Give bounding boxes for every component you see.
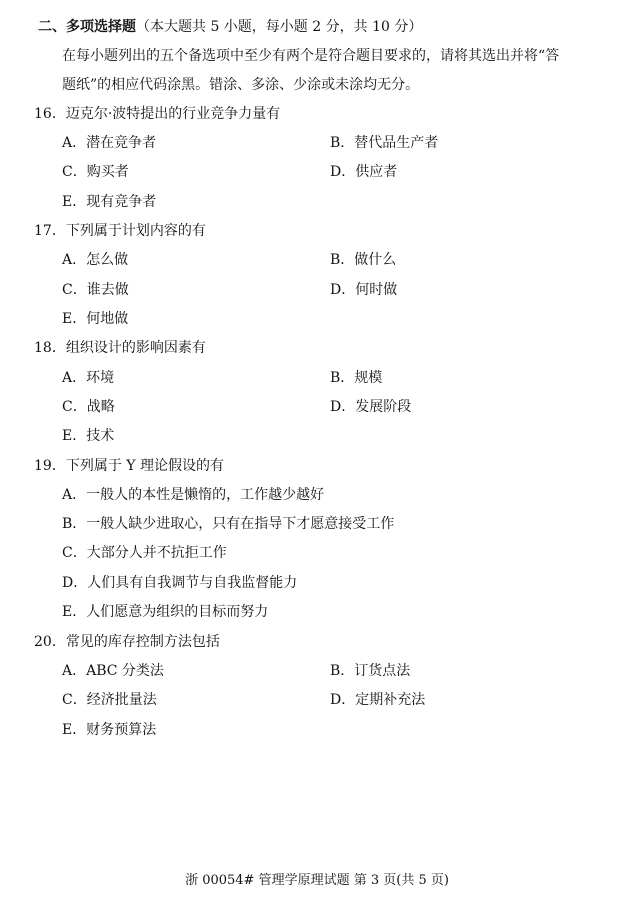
question-16-option-e: E．现有竞争者 (62, 194, 157, 210)
question-19-option-a: A．一般人的本性是懒惰的，工作越少越好 (62, 487, 325, 503)
question-20-option-b: B．订货点法 (330, 663, 411, 679)
section-heading: 二、多项选择题 (38, 19, 136, 35)
question-19-option-e: E．人们愿意为组织的目标而努力 (62, 604, 269, 620)
question-16-option-a: A．潜在竞争者 (62, 135, 157, 151)
question-20-option-a: A．ABC 分类法 (62, 663, 164, 679)
question-16-option-b: B．替代品生产者 (330, 135, 439, 151)
question-18-option-d: D．发展阶段 (330, 399, 412, 415)
question-16-stem: 16．迈克尔·波特提出的行业竞争力量有 (34, 106, 281, 122)
section-heading-line (38, 17, 422, 37)
question-18-option-a: A．环境 (62, 370, 115, 386)
question-17-option-c: C．谁去做 (62, 282, 129, 298)
question-17-stem: 17．下列属于计划内容的有 (34, 223, 206, 239)
instruction-line-2: 题纸”的相应代码涂黑。错涂、多涂、少涂或未涂均无分。 (62, 77, 420, 93)
question-17-option-d: D．何时做 (330, 282, 398, 298)
question-18-option-b: B．规模 (330, 370, 383, 386)
question-18-option-c: C．战略 (62, 399, 115, 415)
question-20-option-d: D．定期补充法 (330, 692, 426, 708)
instruction-line-1: 在每小题列出的五个备选项中至少有两个是符合题目要求的，请将其选出并将“答 (62, 48, 560, 64)
question-17-option-b: B．做什么 (330, 252, 397, 268)
question-19-option-d: D．人们具有自我调节与自我监督能力 (62, 575, 298, 591)
page-footer: 浙 00054# 管理学原理试题 第 3 页(共 5 页) (185, 873, 449, 888)
question-17-option-e: E．何地做 (62, 311, 129, 327)
section-heading-note: （本大题共 5 小题，每小题 2 分，共 10 分） (136, 19, 423, 35)
question-18-stem: 18．组织设计的影响因素有 (34, 340, 206, 356)
question-20-option-e: E．财务预算法 (62, 722, 157, 738)
question-19-option-b: B．一般人缺少进取心，只有在指导下才愿意接受工作 (62, 516, 395, 532)
question-20-stem: 20．常见的库存控制方法包括 (34, 634, 220, 650)
question-16-option-d: D．供应者 (330, 164, 398, 180)
question-16-option-c: C．购买者 (62, 164, 129, 180)
question-17-option-a: A．怎么做 (62, 252, 129, 268)
question-18-option-e: E．技术 (62, 428, 115, 444)
question-19-stem: 19．下列属于 Y 理论假设的有 (34, 458, 224, 474)
question-19-option-c: C．大部分人并不抗拒工作 (62, 545, 227, 561)
question-20-option-c: C．经济批量法 (62, 692, 157, 708)
